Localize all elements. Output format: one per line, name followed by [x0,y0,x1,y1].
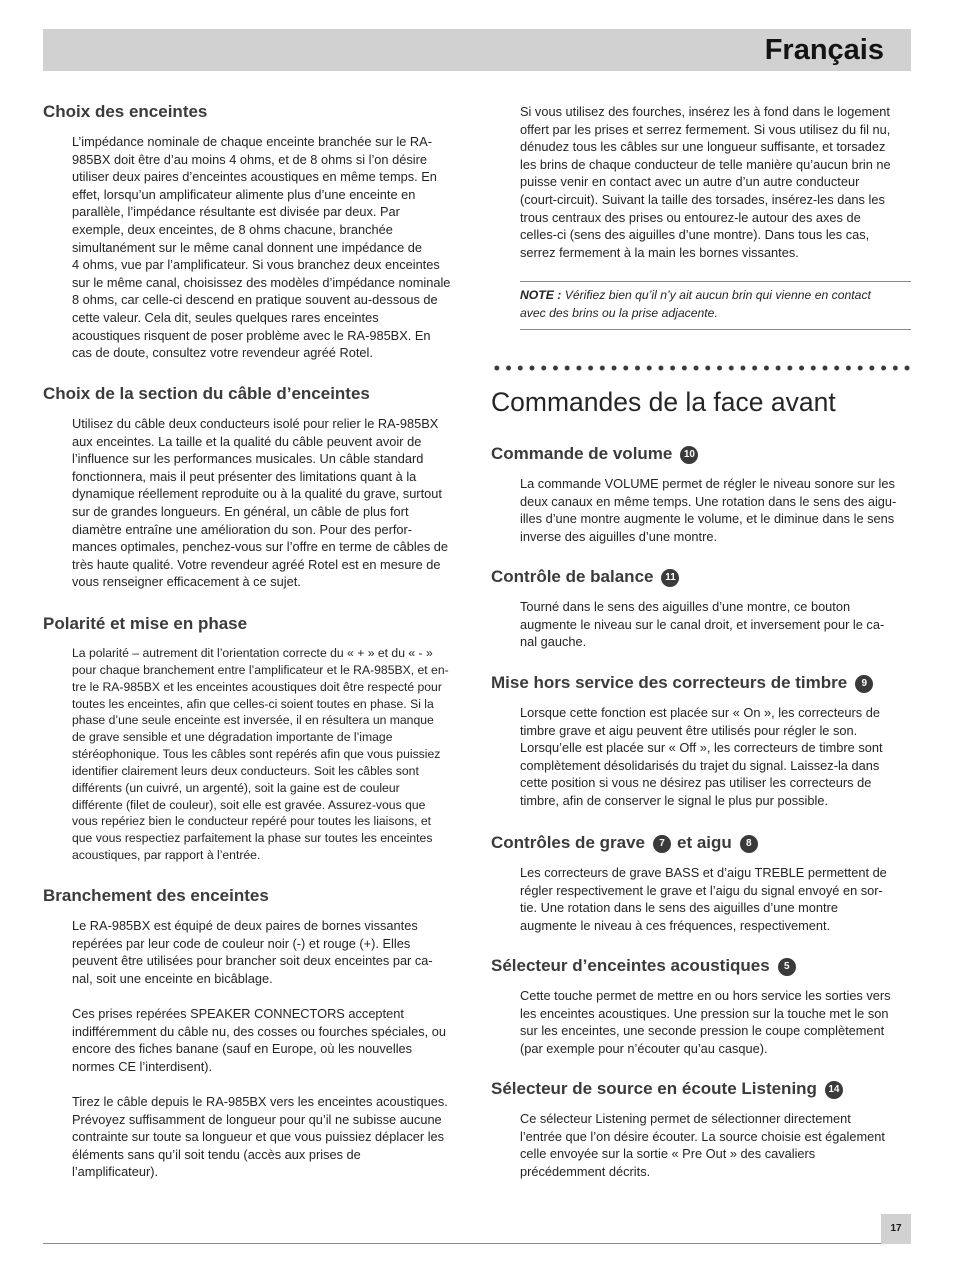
section-body [72,917,463,1181]
heading-text: Sélecteur de source en écoute Listening [491,1079,817,1098]
paragraph [72,415,463,591]
section-body [520,598,911,651]
paragraph [72,1005,463,1075]
section-tone-defeat [491,673,911,810]
text-line: tre le RA-985BX et les enceintes acoustiques doit être respecté pour [72,679,442,694]
text-line: différents (un cuivré, un argenté), soit la gaine est de couleur [72,780,400,795]
text-line: cette valeur. Cela dit, seules quelques rares enceintes [72,309,379,325]
text-line: parallèle, l’impédance résultante est divisée par deux. Par [72,204,400,220]
section-heading: Choix des enceintes [43,102,208,121]
callout-number-badge: 8 [740,835,758,853]
note-box [520,281,911,330]
section-heading [491,567,911,587]
note-line: avec des brins ou la prise adjacente. [520,306,718,320]
section-heading: Choix de la section du câble d’enceintes [43,384,370,403]
text-line: très haute qualité. Votre revendeur agréé Rotel est en mesure de [72,556,441,572]
text-line: exemple, deux enceintes, de 8 ohms chacune, branchée [72,221,393,237]
text-line: effet, lorsqu’un amplificateur alimente plus d’une enceinte en [72,186,416,202]
paragraph [520,864,911,934]
text-line: cas de doute, consultez votre revendeur agréé Rotel. [72,345,373,361]
text-line: pour chaque branchement entre l’amplificateur et le RA-985BX, et en- [72,662,449,677]
text-line: éléments sans qu’il soit tendu (accès aux prises de [72,1146,361,1162]
section-heading [491,1079,911,1099]
text-line: nal, soit une enceinte en bicâblage. [72,970,273,986]
language-title: Français [764,34,884,66]
text-line: aux enceintes. La taille et la qualité du câble peuvent avoir de [72,433,422,449]
heading-text: Contrôles de grave [491,833,645,852]
text-line: timbre, afin de conserver le signal le plus pur possible. [520,792,828,808]
section-body [520,704,911,810]
text-line: deux canaux en même temps. Une rotation dans le sens des aigu- [520,493,897,509]
text-line: stéréophonique. Tous les câbles sont repérés afin que vous puissiez [72,747,441,762]
text-line: L’impédance nominale de chaque enceinte branchée sur le RA- [72,134,432,149]
text-line: offert par les prises et serrez fermement. Si vous utilisez du fil nu, [520,121,891,137]
callout-number-badge: 5 [778,958,796,976]
connection-paragraph [520,103,911,261]
text-line: Si vous utilisez des fourches, insérez les à fond dans le logement [520,104,890,119]
callout-number-badge: 7 [653,835,671,853]
callout-number-badge: 11 [661,569,679,587]
text-line: vous repériez bien le conducteur repéré pour toutes les liaisons, et [72,814,432,829]
paragraph [72,1093,463,1181]
page-number: 17 [881,1214,911,1244]
heading-text: Sélecteur d’enceintes acoustiques [491,956,770,975]
text-line: précédemment décrits. [520,1163,651,1179]
text-line: l’influence sur les performances musicales. Un câble standard [72,451,424,467]
section-balance [491,567,911,651]
text-line: (court-circuit). Suivant la taille des torsades, insérez-les dans les [520,191,885,207]
callout-number-badge: 10 [680,446,698,464]
text-line: de grave sensible et une dégradation importante de l’image [72,730,393,745]
section-heading: Branchement des enceintes [43,886,269,905]
paragraph [520,598,911,651]
text-line: les enceintes acoustiques. Une pression sur la touche met le son [520,1005,889,1021]
section-listening-selector [491,1079,911,1180]
text-line: dynamique réellement reproduite ou à la qualité du grave, surtout [72,486,442,502]
text-line: mances optimales, penchez-vous sur l’offre en terme de câbles de [72,539,449,555]
text-line: 4 ohms, vue par l’amplificateur. Si vous branchez deux enceintes [72,257,440,273]
text-line: 985BX doit être d’au moins 4 ohms, et de 8 ohms si l’on désire [72,151,427,167]
heading-text-suffix: et aigu [677,833,732,852]
section-body [520,987,911,1057]
text-line: sur le même canal, choisissez des modèles d’impédance nominale [72,274,451,290]
text-line: vous renseigner efficacement à ce sujet. [72,574,301,590]
text-line: trous centraux des prises ou entourez-le autour des axes de [520,209,861,225]
text-line: Lorsque cette fonction est placée sur « On », les correcteurs de [520,705,880,720]
section-speaker-selector [491,956,911,1057]
text-line: Ce sélecteur Listening permet de sélectionner directement [520,1111,851,1126]
section-heading [491,833,911,853]
text-line: que vous respectiez parfaitement la phase sur toutes les enceintes [72,831,433,846]
paragraph [520,1110,911,1180]
section-choix-des-enceintes [43,102,463,362]
text-line: puisse venir en contact avec un autre d’un autre conducteur [520,174,860,190]
text-line: normes CE l’interdisent). [72,1058,213,1074]
text-line: illes d’une montre augmente le volume, et le diminue dans le sens [520,511,895,527]
section-branchement [43,886,463,1181]
text-line: Utilisez du câble deux conducteurs isolé pour relier le RA-985BX [72,416,439,431]
text-line: l’amplificateur). [72,1164,159,1180]
text-line: Ces prises repérées SPEAKER CONNECTORS acceptent [72,1005,404,1021]
text-line: tie. Une rotation dans le sens des aiguilles d’une montre [520,900,838,916]
text-line: toutes les enceintes, afin que celles-ci soient toutes en phase. Si la [72,696,434,711]
text-line: La polarité – autrement dit l’orientation correcte du « + » et du « - » [72,646,433,660]
header-bar [43,29,911,71]
text-line: contrainte sur toute sa longueur et que vous puissiez déplacer les [72,1129,445,1145]
note-text: Vérifiez bien qu’il n’y ait aucun brin qui vienne en contact [564,288,871,302]
heading-text: Commande de volume [491,444,673,463]
text-line: les brins de chaque conducteur de telle manière qu’aucun brin ne [520,156,891,172]
text-line: Tirez le câble depuis le RA-985BX vers les enceintes acoustiques. [72,1093,448,1109]
callout-number-badge: 14 [825,1081,843,1099]
text-line: Le RA-985BX est équipé de deux paires de bornes vissantes [72,918,418,933]
text-line: régler respectivement le grave et l’aigu du signal envoyé en sor- [520,882,883,898]
text-line: celle envoyée sur la sortie « Pre Out » des cavaliers [520,1146,816,1162]
text-line: sur de grandes longueurs. En général, un câble de plus fort [72,503,409,519]
text-line: augmente le niveau à ces fréquences, respectivement. [520,917,831,933]
text-line: cette position si vous ne désirez pas utiliser les correcteurs de [520,775,872,791]
section-heading [491,444,911,464]
text-line: augmente le niveau sur le canal droit, et inversement pour le ca- [520,616,885,632]
section-commande-volume [491,444,911,545]
section-body [520,475,911,545]
text-line: La commande VOLUME permet de régler le niveau sonore sur les [520,476,895,491]
text-line: Tourné dans le sens des aiguilles d’une montre, ce bouton [520,599,851,614]
text-line: phase d’une seule enceinte est inversée, il en résultera un manque [72,713,434,728]
paragraph [520,475,911,545]
text-line: Prévoyez suffisamment de longueur pour qu’il ne subisse aucune [72,1111,442,1127]
text-line: Les correcteurs de grave BASS et d’aigu TREBLE permettent de [520,865,887,880]
heading-text: Mise hors service des correcteurs de timbre [491,673,848,692]
text-line: repérées par leur code de couleur noir (-) et rouge (+). Elles [72,935,411,951]
text-line: serrez fermement à la main les bornes vissantes. [520,244,799,260]
paragraph [520,704,911,810]
section-body [72,133,463,362]
text-line: diamètre entraîne une amélioration du son. Pour des perfor- [72,521,413,537]
section-section-du-cable [43,384,463,591]
text-line: nal gauche. [520,634,587,650]
dotted-divider [491,365,913,371]
paragraph [72,133,463,362]
text-line: encore des fiches banane (sauf en Europe, où les nouvelles [72,1041,413,1057]
text-line: Lorsqu’elle est placée sur « Off », les correcteurs de timbre sont [520,740,883,756]
text-line: complètement désolidarisés du trajet du signal. Laissez-la dans [520,757,880,773]
text-line: acoustiques, par rapport à l’entrée. [72,848,261,863]
text-line: l’entrée que l’on désire écouter. La source choisie est également [520,1128,885,1144]
text-line: Cette touche permet de mettre en ou hors service les sorties vers [520,988,891,1003]
paragraph [72,917,463,987]
paragraph [72,645,463,864]
text-line: sur les enceintes, une seconde pression le coupe complètement [520,1023,885,1039]
section-body [72,645,463,864]
note-line [520,286,911,304]
text-line: fonctionnera, mais il peut présenter des limitations quant à la [72,468,417,484]
text-line: inverse des aiguilles d’une montre. [520,528,718,544]
text-line: différente (filet de couleur), soit elle est gravée. Assurez-vous que [72,797,426,812]
section-body [72,415,463,591]
chapter-title: Commandes de la face avant [491,387,836,417]
text-line: simultanément sur le même canal donnent une impédance de [72,239,422,255]
text-line: identifier clairement leurs deux conducteurs. Soit les câbles sont [72,763,419,778]
section-heading [491,673,911,693]
text-line: indifféremment du câble nu, des cosses ou fourches spéciales, ou [72,1023,446,1039]
text-line: (par exemple pour n’écouter qu’au casque). [520,1040,768,1056]
text-line: 8 ohms, car celle-ci descend en pratique souvent au-dessous de [72,292,438,308]
note-label: NOTE : [520,288,562,302]
heading-text: Contrôle de balance [491,567,654,586]
footer-rule [43,1243,911,1244]
section-grave-aigu [491,833,911,934]
text-line: acoustiques risquent de poser problème avec le RA-985BX. En [72,327,431,343]
text-line: peuvent être utilisées pour brancher soit deux enceintes par ca- [72,953,433,969]
section-heading: Polarité et mise en phase [43,614,248,633]
text-line: timbre grave et aigu peuvent être utilisés pour régler le son. [520,722,858,738]
section-polarite [43,614,463,864]
section-body [520,1110,911,1180]
callout-number-badge: 9 [855,675,873,693]
text-line: dénudez tous les câbles sur une longueur suffisante, et torsadez [520,139,886,155]
section-heading [491,956,911,976]
section-body [520,864,911,934]
text-line: celles-ci (sens des aiguilles d’une montre). Dans tous les cas, [520,227,870,243]
paragraph [520,987,911,1057]
text-line: utiliser deux paires d’enceintes acoustiques en même temps. En [72,169,437,185]
